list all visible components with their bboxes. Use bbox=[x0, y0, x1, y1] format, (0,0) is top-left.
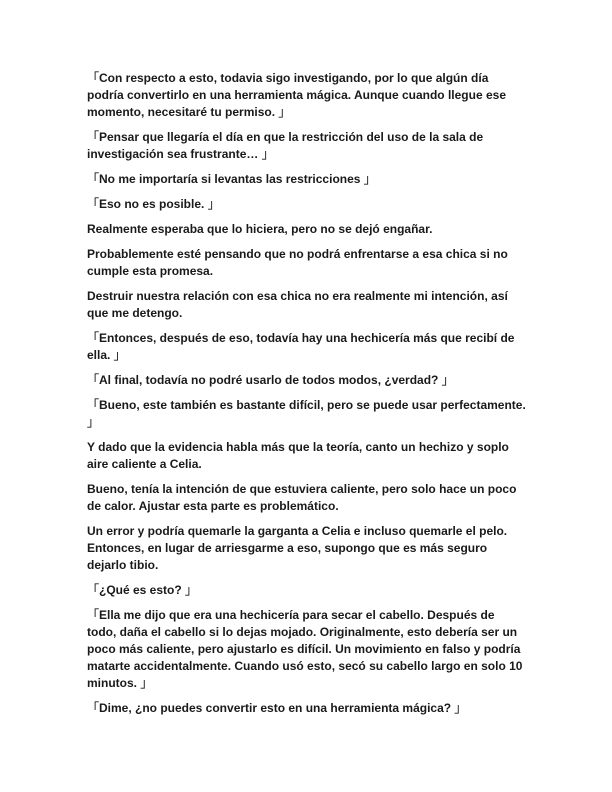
paragraph: Bueno, tenía la intención de que estuviera caliente, pero solo hace un poco de calor. Ajustar esta parte es problemático. bbox=[87, 482, 517, 513]
document-body bbox=[87, 70, 527, 725]
paragraph: Un error y podría quemarle la garganta a Celia e incluso quemarle el pelo. Entonces, en lugar de arriesgarme a eso, supongo que es más seguro dejarlo tibio. bbox=[87, 524, 508, 572]
paragraph: Realmente esperaba que lo hiciera, pero no se dejó engañar. bbox=[87, 222, 433, 236]
paragraph: 「Entonces, después de eso, todavía hay una hechicería más que recibí de ella. 」 bbox=[87, 331, 515, 362]
paragraph: 「Pensar que llegaría el día en que la restricción del uso de la sala de investigación sea frustrante… 」 bbox=[87, 130, 484, 161]
paragraph: 「Ella me dijo que era una hechicería para secar el cabello. Después de todo, daña el cabello si lo dejas mojado. Originalmente, esto debería ser un poco más caliente, pero ajustarlo es difícil. Un movimiento en falso y podría matarte accidentalmente. Cuando usó esto, secó su cabello largo en solo 10 minutos. 」 bbox=[87, 608, 523, 690]
paragraph: Destruir nuestra relación con esa chica no era realmente mi intención, así que me detengo. bbox=[87, 289, 508, 320]
paragraph: 「Al final, todavía no podré usarlo de todos modos, ¿verdad? 」 bbox=[87, 373, 454, 387]
paragraph: 「Bueno, este también es bastante difícil, pero se puede usar perfectamente. 」 bbox=[87, 398, 526, 429]
paragraph: 「¿Qué es esto? 」 bbox=[87, 583, 198, 597]
paragraph: Y dado que la evidencia habla más que la teoría, canto un hechizo y soplo aire caliente a Celia. bbox=[87, 440, 509, 471]
paragraph: 「Dime, ¿no puedes convertir esto en una herramienta mágica? 」 bbox=[87, 701, 467, 715]
paragraph: 「Con respecto a esto, todavia sigo investigando, por lo que algún día podría convertirlo en una herramienta mágica. Aunque cuando llegue ese momento, necesitaré tu permiso. 」 bbox=[87, 71, 506, 119]
paragraph: Probablemente esté pensando que no podrá enfrentarse a esa chica si no cumple esta promesa. bbox=[87, 247, 508, 278]
paragraph: 「No me importaría si levantas las restricciones 」 bbox=[87, 172, 376, 186]
paragraph: 「Eso no es posible. 」 bbox=[87, 197, 220, 211]
